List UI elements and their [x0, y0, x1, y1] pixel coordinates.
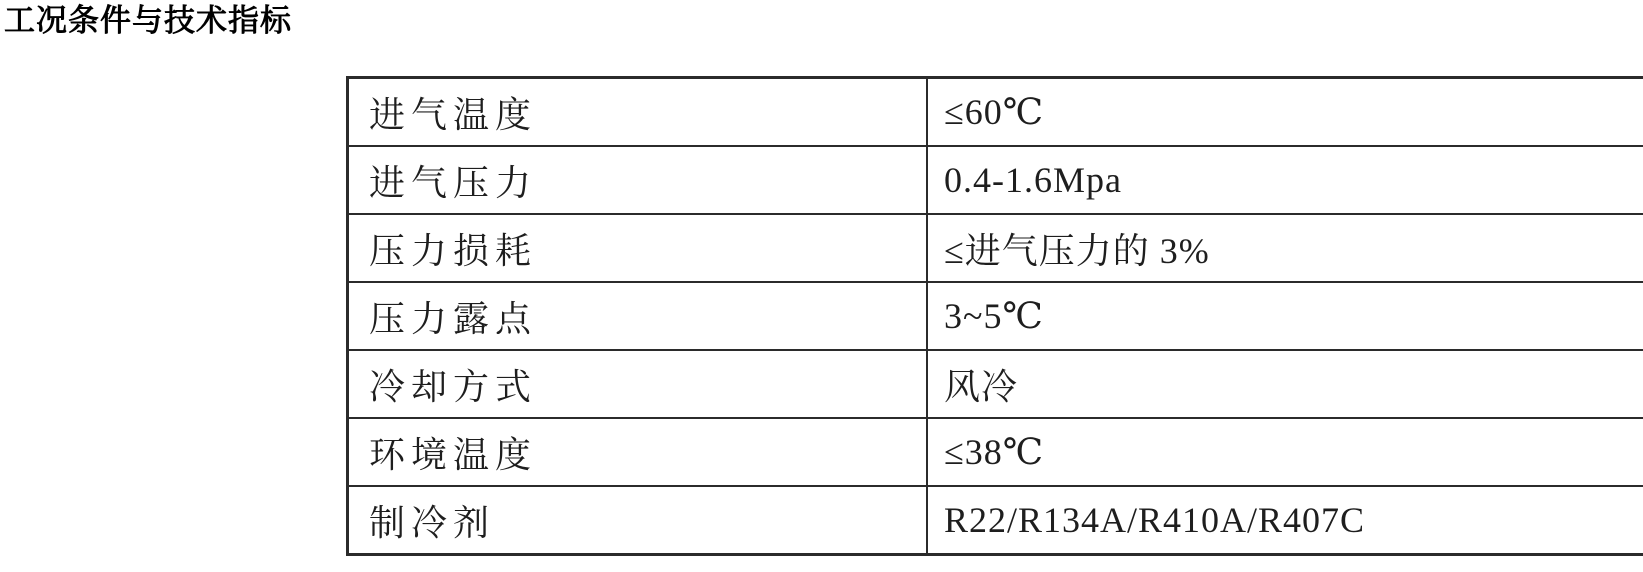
table-row — [348, 350, 1643, 418]
table-row — [348, 78, 1643, 147]
spec-label: 压力损耗 — [348, 214, 928, 282]
spec-value: 3~5℃ — [927, 282, 1643, 350]
spec-value: R22/R134A/R410A/R407C — [927, 486, 1643, 555]
spec-label: 进气压力 — [348, 146, 928, 214]
table-row — [348, 486, 1643, 555]
spec-value: ≤进气压力的 3% — [927, 214, 1643, 282]
table-row — [348, 418, 1643, 486]
table-row — [348, 146, 1643, 214]
spec-value: ≤60℃ — [927, 78, 1643, 147]
spec-label: 进气温度 — [348, 78, 928, 147]
table-row — [348, 282, 1643, 350]
spec-label: 环境温度 — [348, 418, 928, 486]
spec-label: 制冷剂 — [348, 486, 928, 555]
spec-value: 0.4-1.6Mpa — [927, 146, 1643, 214]
table-row — [348, 214, 1643, 282]
page-title: 工况条件与技术指标 — [4, 3, 292, 38]
spec-label: 冷却方式 — [348, 350, 928, 418]
specs-table — [346, 76, 1643, 556]
spec-label: 压力露点 — [348, 282, 928, 350]
specs-table-body — [348, 78, 1643, 555]
spec-value: ≤38℃ — [927, 418, 1643, 486]
spec-value: 风冷 — [927, 350, 1643, 418]
